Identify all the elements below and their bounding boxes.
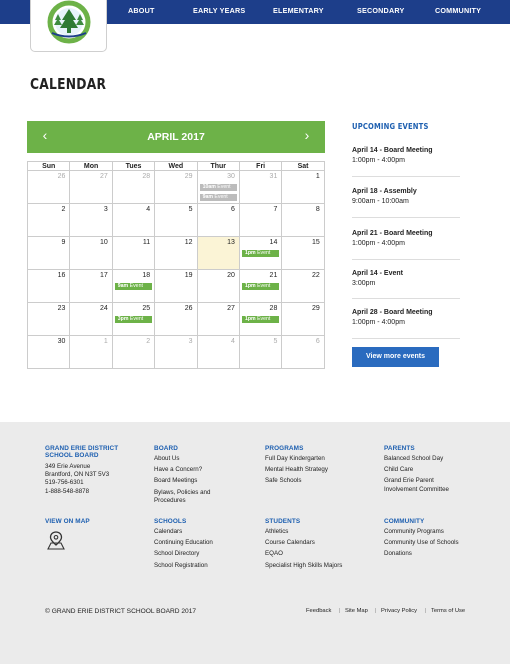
- footer-address: 349 Erie Avenue: [45, 463, 91, 470]
- day-number: 8: [315, 206, 320, 213]
- event-label: Event: [129, 316, 144, 322]
- footer-org-name-line2: SCHOOL BOARD: [45, 452, 99, 459]
- event-time: 3pm: [117, 316, 129, 322]
- day-number: 2: [146, 338, 151, 345]
- day-number: 14: [269, 239, 278, 246]
- footer-board: [154, 445, 254, 505]
- month-calendar: [27, 121, 325, 369]
- day-number: 29: [184, 173, 193, 180]
- day-number: 1: [103, 338, 108, 345]
- day-number: 17: [99, 272, 108, 279]
- nav-community[interactable]: COMMUNITY: [435, 6, 482, 15]
- day-number: 29: [311, 305, 320, 312]
- day-number: 20: [227, 272, 235, 279]
- event-time: 9am: [117, 283, 129, 289]
- day-number: 21: [269, 272, 278, 279]
- footer-link[interactable]: Have a Concern?: [154, 466, 203, 474]
- upcoming-event-time: 1:00pm - 4:00pm: [352, 157, 405, 164]
- calendar-day[interactable]: [198, 204, 240, 236]
- calendar-event[interactable]: [200, 194, 237, 201]
- day-number: 22: [311, 272, 320, 279]
- footer-parents: [384, 445, 494, 494]
- footer-programs: [265, 445, 375, 486]
- calendar-day[interactable]: [28, 303, 70, 335]
- chevron-right-icon[interactable]: ›: [304, 127, 310, 143]
- calendar-day[interactable]: [240, 336, 282, 368]
- day-number: 19: [184, 272, 193, 279]
- footer-link[interactable]: Balanced School Day: [384, 455, 444, 462]
- footer-org-name: GRAND ERIE DISTRICT: [45, 445, 119, 452]
- day-number: 4: [231, 338, 235, 345]
- calendar-event[interactable]: [115, 316, 152, 323]
- day-number: 10: [99, 239, 108, 246]
- weekday-label: Thur: [198, 162, 240, 170]
- calendar-day[interactable]: [28, 171, 70, 203]
- footer-link[interactable]: Safe Schools: [265, 477, 302, 485]
- event-time: 1pm: [244, 283, 256, 289]
- calendar-day[interactable]: [240, 303, 282, 335]
- footer-students: [265, 518, 375, 570]
- calendar-header: [27, 121, 325, 153]
- calendar-day[interactable]: [198, 303, 240, 335]
- footer-parents-title: PARENTS: [384, 445, 415, 452]
- upcoming-event-item[interactable]: [352, 188, 460, 218]
- upcoming-event-title: April 18 - Assembly: [352, 188, 417, 195]
- day-number: 3: [103, 206, 108, 213]
- calendar-week-row: [28, 303, 325, 336]
- calendar-day[interactable]: [28, 336, 70, 368]
- event-label: Event: [217, 184, 231, 190]
- calendar-day[interactable]: [240, 237, 282, 269]
- site-logo[interactable]: [30, 0, 107, 52]
- upcoming-event-time: 1:00pm - 4:00pm: [352, 240, 405, 247]
- calendar-day[interactable]: [198, 270, 240, 302]
- footer-link[interactable]: Full Day Kindergarten: [265, 455, 325, 462]
- calendar-day[interactable]: [70, 204, 112, 236]
- footer-community: [384, 518, 494, 559]
- day-number: 24: [99, 305, 108, 312]
- day-number: 6: [231, 206, 235, 213]
- footer-community-title: COMMUNITY: [384, 518, 425, 525]
- day-number: 5: [188, 206, 193, 213]
- footer-link[interactable]: EQAO: [265, 550, 283, 558]
- calendar-day[interactable]: [155, 237, 197, 269]
- day-number: 1: [315, 173, 320, 180]
- calendar-day[interactable]: [113, 270, 155, 302]
- calendar-day[interactable]: [198, 336, 240, 368]
- event-label: Event: [257, 316, 271, 322]
- day-number: 2: [61, 206, 66, 213]
- upcoming-event-item[interactable]: [352, 147, 460, 177]
- day-number: 4: [146, 206, 151, 213]
- calendar-day[interactable]: [198, 171, 240, 203]
- day-number: 9: [61, 239, 66, 246]
- divider: |: [375, 608, 377, 614]
- weekday-label: Mon: [70, 162, 112, 170]
- footer-link[interactable]: Grand Erie Parent: [384, 477, 434, 485]
- calendar-day[interactable]: [70, 336, 112, 368]
- calendar-day[interactable]: [155, 336, 197, 368]
- day-number: 3: [188, 338, 193, 345]
- weekday-label: Fri: [240, 162, 282, 170]
- footer-link[interactable]: Community Programs: [384, 528, 444, 535]
- footer-contact: [45, 445, 145, 496]
- upcoming-event-time: 3:00pm: [352, 280, 376, 287]
- divider: |: [425, 608, 427, 614]
- day-number: 27: [227, 305, 235, 312]
- calendar-event[interactable]: [242, 250, 279, 257]
- nav-early-years[interactable]: EARLY YEARS: [193, 6, 246, 15]
- site-footer: [0, 422, 510, 664]
- day-number: 26: [184, 305, 193, 312]
- footer-toll-free: 1-888-548-8878: [45, 487, 90, 495]
- day-number: 28: [269, 305, 278, 312]
- calendar-day[interactable]: [282, 303, 324, 335]
- calendar-week-row: [28, 171, 325, 204]
- event-time: 9am: [202, 194, 213, 200]
- calendar-week-row: [28, 336, 325, 369]
- footer-link[interactable]: Board Meetings: [154, 477, 198, 485]
- upcoming-event-item[interactable]: [352, 309, 460, 339]
- copyright-text: © GRAND ERIE DISTRICT SCHOOL BOARD 2017: [45, 608, 197, 615]
- day-number: 11: [142, 239, 151, 246]
- day-number: 18: [142, 272, 151, 279]
- calendar-day[interactable]: [282, 237, 324, 269]
- calendar-day[interactable]: [240, 204, 282, 236]
- weekday-label: Tues: [113, 162, 155, 170]
- school-board-logo-icon: [36, 0, 102, 46]
- calendar-day[interactable]: [28, 204, 70, 236]
- calendar-week-row: [28, 270, 325, 303]
- upcoming-event-item[interactable]: [352, 270, 460, 299]
- terms-of-use-link[interactable]: Terms of Use: [431, 608, 466, 614]
- day-number: 12: [184, 239, 193, 246]
- calendar-day[interactable]: [155, 270, 197, 302]
- calendar-month-label: APRIL 2017: [147, 131, 205, 143]
- event-time: 10am: [202, 184, 216, 190]
- footer-link[interactable]: Involvement Committee: [384, 485, 449, 493]
- day-number: 7: [273, 206, 278, 213]
- calendar-day[interactable]: [70, 237, 112, 269]
- day-number: 28: [142, 173, 151, 180]
- site-map-link[interactable]: Site Map: [345, 608, 368, 614]
- day-number: 30: [57, 338, 66, 345]
- page-title: CALENDAR: [30, 75, 107, 93]
- upcoming-event-title: April 14 - Event: [352, 270, 403, 277]
- calendar-day[interactable]: [155, 204, 197, 236]
- upcoming-events: [352, 122, 462, 326]
- map-pin-icon[interactable]: [45, 529, 67, 551]
- calendar-day[interactable]: [113, 237, 155, 269]
- calendar-day[interactable]: [155, 303, 197, 335]
- calendar-day[interactable]: [282, 204, 324, 236]
- calendar-day[interactable]: [240, 171, 282, 203]
- footer-link[interactable]: Bylaws, Policies and: [154, 488, 211, 496]
- footer-map[interactable]: [45, 518, 90, 556]
- footer-link[interactable]: Procedures: [154, 496, 186, 504]
- calendar-day[interactable]: [240, 270, 282, 302]
- footer-students-title: STUDENTS: [265, 518, 301, 525]
- view-on-map-link[interactable]: VIEW ON MAP: [45, 518, 90, 525]
- nav-elementary[interactable]: ELEMENTARY: [273, 6, 324, 15]
- footer-city: Brantford, ON N3T 5V3: [45, 471, 110, 479]
- upcoming-event-time: 1:00pm - 4:00pm: [352, 319, 405, 326]
- footer-link[interactable]: School Registration: [154, 561, 208, 569]
- calendar-week-row: [28, 204, 325, 237]
- calendar-day[interactable]: [70, 171, 112, 203]
- footer-programs-title: PROGRAMS: [265, 445, 304, 452]
- upcoming-event-item[interactable]: [352, 230, 460, 260]
- calendar-day[interactable]: [155, 171, 197, 203]
- calendar-day[interactable]: [113, 336, 155, 368]
- calendar-day[interactable]: [113, 171, 155, 203]
- calendar-grid: [27, 161, 325, 369]
- event-label: Event: [257, 283, 271, 289]
- calendar-day[interactable]: [282, 336, 324, 368]
- privacy-policy-link[interactable]: Privacy Policy: [381, 608, 418, 614]
- day-number: 27: [99, 173, 108, 180]
- footer-link[interactable]: Course Calendars: [265, 539, 315, 547]
- nav-about[interactable]: ABOUT: [128, 6, 155, 15]
- day-number: 23: [57, 305, 66, 312]
- weekday-header-row: [28, 161, 325, 171]
- day-number: 25: [142, 305, 151, 312]
- footer-link[interactable]: Community Use of Schools: [384, 539, 459, 547]
- footer-link[interactable]: Donations: [384, 550, 412, 558]
- footer-board-title: BOARD: [154, 445, 178, 452]
- weekday-label: Sat: [282, 162, 324, 170]
- calendar-week-row: [28, 237, 325, 270]
- calendar-day[interactable]: [282, 171, 324, 203]
- day-number: 16: [57, 272, 66, 279]
- footer-link[interactable]: Continuing Education: [154, 539, 213, 547]
- day-number: 30: [227, 173, 235, 180]
- calendar-day[interactable]: [28, 237, 70, 269]
- day-number: 5: [273, 338, 278, 345]
- calendar-event[interactable]: [115, 283, 152, 290]
- calendar-day[interactable]: [28, 270, 70, 302]
- chevron-left-icon[interactable]: ‹: [42, 127, 48, 143]
- event-label: Event: [129, 283, 143, 289]
- upcoming-event-time: 9:00am - 10:00am: [352, 198, 409, 205]
- event-label: Event: [214, 194, 228, 200]
- footer-link[interactable]: Mental Health Strategy: [265, 466, 328, 474]
- calendar-day[interactable]: [113, 303, 155, 335]
- day-number: 26: [57, 173, 66, 180]
- day-number: 6: [315, 338, 320, 345]
- day-number: 13: [227, 239, 235, 246]
- footer-link[interactable]: About Us: [154, 455, 180, 462]
- calendar-event[interactable]: [200, 184, 237, 191]
- event-label: Event: [257, 250, 271, 256]
- calendar-event[interactable]: [242, 283, 279, 290]
- footer-link[interactable]: Child Care: [384, 466, 414, 474]
- event-time: 1pm: [244, 316, 256, 322]
- upcoming-event-title: April 14 - Board Meeting: [352, 147, 433, 154]
- footer-link[interactable]: Specialist High Skills Majors: [265, 561, 343, 569]
- view-more-events-button[interactable]: View more events: [352, 347, 439, 367]
- event-time: 1pm: [244, 250, 256, 256]
- calendar-day-today[interactable]: [198, 237, 240, 269]
- footer-link[interactable]: Athletics: [265, 528, 289, 535]
- divider: |: [339, 608, 341, 614]
- day-number: 31: [269, 173, 278, 180]
- calendar-weeks: [28, 171, 325, 369]
- nav-secondary[interactable]: SECONDARY: [357, 6, 405, 15]
- calendar-day[interactable]: [70, 270, 112, 302]
- footer-phone: 519-756-6301: [45, 479, 84, 487]
- weekday-label: Wed: [155, 162, 197, 170]
- upcoming-events-title: UPCOMING EVENTS: [352, 122, 429, 131]
- footer-schools-title: SCHOOLS: [154, 518, 187, 525]
- calendar-day[interactable]: [113, 204, 155, 236]
- day-number: 15: [311, 239, 320, 246]
- footer-link[interactable]: Calendars: [154, 528, 183, 535]
- calendar-day[interactable]: [282, 270, 324, 302]
- feedback-link[interactable]: Feedback: [306, 608, 332, 614]
- calendar-day[interactable]: [70, 303, 112, 335]
- calendar-event[interactable]: [242, 316, 279, 323]
- footer-link[interactable]: School Directory: [154, 550, 200, 558]
- upcoming-event-title: April 28 - Board Meeting: [352, 309, 433, 316]
- footer-schools: [154, 518, 254, 570]
- weekday-label: Sun: [28, 162, 70, 170]
- upcoming-event-title: April 21 - Board Meeting: [352, 230, 433, 237]
